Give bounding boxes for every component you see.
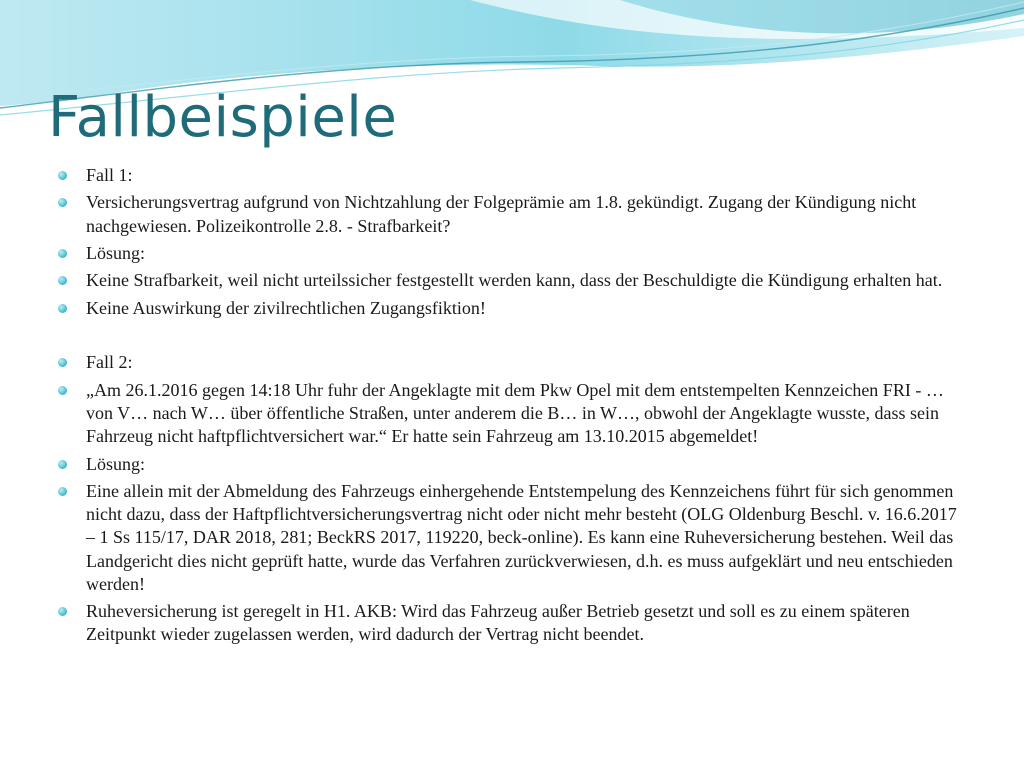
bullet-item-case-2-quote [58, 379, 958, 449]
bullet-text: Lösung: [86, 242, 146, 263]
bullet-item-solution-1-note [58, 297, 958, 320]
bullet-icon [58, 249, 67, 258]
bullet-text: Fall 2: [86, 352, 133, 373]
bullet-text: Keine Strafbarkeit, weil nicht urteilssicher festgestellt werden kann, dass der Beschuldigte die Kündigung erhalten hat. [86, 270, 943, 291]
bullet-text: Versicherungsvertrag aufgrund von Nichtzahlung der Folgeprämie am 1.8. gekündigt. Zugang der Kündigung nicht nachgewiesen. Polizeikontrolle 2.8. - Strafbarkeit? [86, 192, 917, 236]
bullet-item-ruheversicherung [58, 600, 958, 646]
bullet-item-solution-2-text [58, 480, 958, 596]
bullet-item-solution-1-text [58, 269, 958, 292]
list-spacer [58, 324, 958, 347]
bullet-item-fall-1 [58, 164, 958, 187]
bullet-list [58, 164, 958, 651]
bullet-item-fall-2 [58, 351, 958, 374]
bullet-icon [58, 198, 67, 207]
bullet-icon [58, 304, 67, 313]
bullet-icon [58, 607, 67, 616]
bullet-text: Lösung: [86, 453, 146, 474]
slide-title: Fallbeispiele [48, 85, 398, 150]
bullet-icon [58, 460, 67, 469]
bullet-text: „Am 26.1.2016 gegen 14:18 Uhr fuhr der Angeklagte mit dem Pkw Opel mit dem entstempelten Kennzeichen FRI - … von V… nach W… über öffentliche Straßen, unter anderem die B… in W…, obwohl der Angeklagte wusste, dass sein Fahrzeug nicht haftpflichtversichert war.“ Er hatte sein Fahrzeug am 13.10.2015 abgemeldet! [86, 379, 944, 447]
bullet-text: Fall 1: [86, 165, 133, 185]
bullet-icon [58, 386, 67, 395]
bullet-item-solution-2-label [58, 453, 958, 476]
bullet-item-solution-1-label [58, 242, 958, 265]
bullet-text: Ruheversicherung ist geregelt in H1. AKB: Wird das Fahrzeug außer Betrieb gesetzt und soll es zu einem späteren Zeitpunkt wieder zugelassen werden, wird dadurch der Vertrag nicht beendet. [86, 601, 910, 645]
bullet-icon [58, 171, 67, 180]
bullet-icon [58, 276, 67, 285]
bullet-icon [58, 358, 67, 367]
bullet-text: Eine allein mit der Abmeldung des Fahrzeugs einhergehende Entstempelung des Kennzeichens führt für sich genommen nicht dazu, dass der Haftpflichtversicherungsvertrag nicht oder nicht mehr besteht (OLG Oldenburg Beschl. v. 16.6.2017 – 1 Ss 115/17, DAR 2018, 281; BeckRS 2017, 119220, beck-online). Es kann eine Ruheversicherung bestehen. Weil das Landgericht dies nicht geprüft hatte, wurde das Verfahren zurückverwiesen, d.h. es muss aufgeklärt und neu entschieden werden! [86, 480, 957, 594]
bullet-icon [58, 487, 67, 496]
bullet-item-case-1-description [58, 191, 958, 237]
bullet-text: Keine Auswirkung der zivilrechtlichen Zugangsfiktion! [86, 297, 486, 318]
